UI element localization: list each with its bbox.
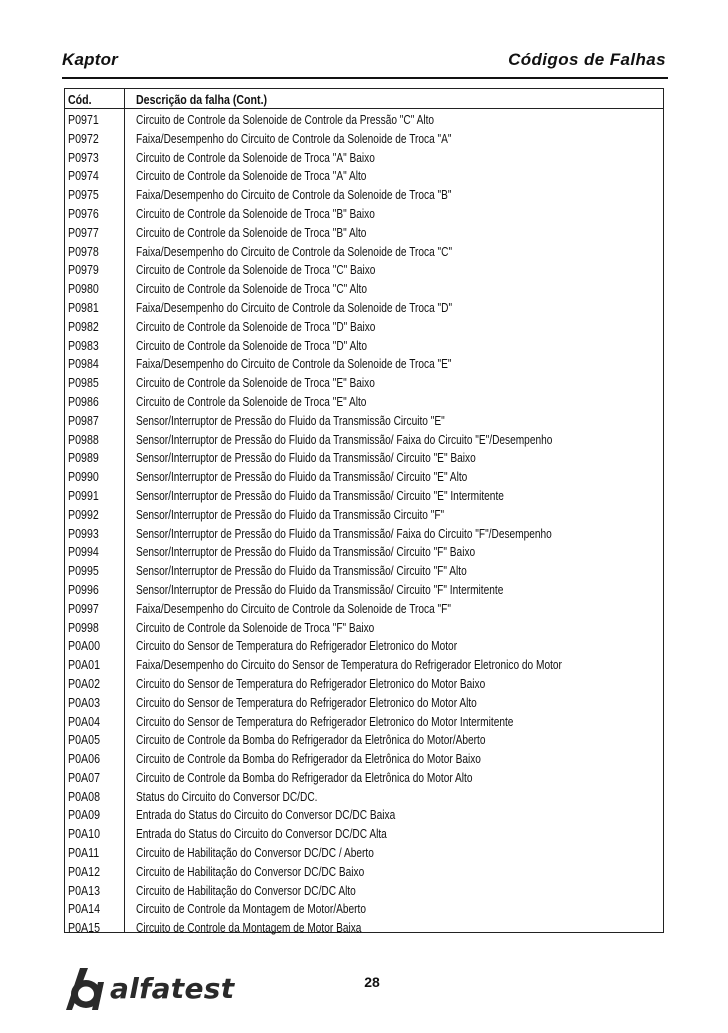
fault-code: P0984 <box>68 356 99 372</box>
fault-code: P0A08 <box>68 788 101 804</box>
table-row <box>64 787 664 806</box>
fault-description: Circuito de Controle da Solenoide de Troca "B" Baixo <box>136 205 375 221</box>
page-number: 28 <box>364 974 380 990</box>
fault-description: Circuito de Controle da Solenoide de Troca "B" Alto <box>136 224 367 240</box>
alfatest-a-logo-icon <box>62 964 106 1012</box>
fault-description: Circuito do Sensor de Temperatura do Refrigerador Eletronico do Motor Alto <box>136 694 477 710</box>
table-row <box>64 430 664 449</box>
fault-code: P0972 <box>68 130 99 146</box>
table-row <box>64 918 664 937</box>
table-row <box>64 204 664 223</box>
fault-description: Status do Circuito do Conversor DC/DC. <box>136 788 318 804</box>
table-row <box>64 730 664 749</box>
table-row <box>64 843 664 862</box>
fault-description: Circuito de Controle da Solenoide de Troca "C" Baixo <box>136 262 376 278</box>
fault-code: P0988 <box>68 431 99 447</box>
table-row <box>64 542 664 561</box>
fault-description: Faixa/Desempenho do Circuito do Sensor de Temperatura do Refrigerador Eletronico do Motor <box>136 657 562 673</box>
table-row <box>64 712 664 731</box>
fault-code: P0A12 <box>68 863 101 879</box>
column-header-description: Descrição da falha (Cont.) <box>136 93 268 107</box>
fault-description: Circuito de Controle da Solenoide de Troca "A" Alto <box>136 168 367 184</box>
fault-description: Entrada do Status do Circuito do Conversor DC/DC Alta <box>136 826 387 842</box>
fault-code: P0A02 <box>68 675 101 691</box>
fault-code: P0992 <box>68 506 99 522</box>
fault-description: Entrada do Status do Circuito do Conversor DC/DC Baixa <box>136 807 396 823</box>
fault-description: Circuito de Controle da Solenoide de Troca "D" Baixo <box>136 318 376 334</box>
table-row <box>64 373 664 392</box>
table-row <box>64 524 664 543</box>
fault-description: Circuito de Controle da Solenoide de Controle da Pressão "C" Alto <box>136 112 435 127</box>
fault-code: P0986 <box>68 393 99 409</box>
table-row <box>64 599 664 618</box>
fault-description: Faixa/Desempenho do Circuito de Controle da Solenoide de Troca "D" <box>136 299 453 315</box>
fault-code: P0978 <box>68 243 99 259</box>
fault-description: Faixa/Desempenho do Circuito de Controle da Solenoide de Troca "A" <box>136 130 452 146</box>
fault-code: P0A11 <box>68 845 100 861</box>
table-row <box>64 148 664 167</box>
fault-code: P0A04 <box>68 713 101 729</box>
fault-description: Circuito de Controle da Solenoide de Troca "F" Baixo <box>136 619 375 635</box>
table-row <box>64 824 664 843</box>
table-row <box>64 505 664 524</box>
fault-code: P0977 <box>68 224 99 240</box>
fault-description: Sensor/Interruptor de Pressão do Fluido da Transmissão/ Faixa do Circuito "F"/Desempenho <box>136 525 552 541</box>
table-row <box>64 354 664 373</box>
table-row <box>64 242 664 261</box>
fault-description: Circuito de Controle da Solenoide de Troca "D" Alto <box>136 337 367 353</box>
fault-code: P0971 <box>68 112 99 127</box>
fault-description: Circuito de Controle da Bomba do Refrigerador da Eletrônica do Motor Alto <box>136 769 473 785</box>
table-body <box>64 110 664 937</box>
fault-description: Faixa/Desempenho do Circuito de Controle da Solenoide de Troca "F" <box>136 600 451 616</box>
fault-code: P0980 <box>68 281 99 297</box>
fault-description: Sensor/Interruptor de Pressão do Fluido da Transmissão Circuito "E" <box>136 412 445 428</box>
fault-description: Circuito de Controle da Montagem de Motor Baixa <box>136 920 362 936</box>
table-row <box>64 448 664 467</box>
table-row <box>64 881 664 900</box>
fault-description: Circuito de Controle da Bomba do Refrigerador da Eletrônica do Motor Baixo <box>136 751 481 767</box>
fault-description: Sensor/Interruptor de Pressão do Fluido da Transmissão Circuito "F" <box>136 506 445 522</box>
fault-description: Circuito de Controle da Solenoide de Troca "C" Alto <box>136 281 367 297</box>
fault-code: P0993 <box>68 525 99 541</box>
table-row <box>64 467 664 486</box>
table-row <box>64 279 664 298</box>
fault-code: P0996 <box>68 581 99 597</box>
table-row <box>64 636 664 655</box>
fault-description: Circuito de Controle da Bomba do Refrigerador da Eletrônica do Motor/Aberto <box>136 732 486 748</box>
table-row <box>64 561 664 580</box>
fault-description: Faixa/Desempenho do Circuito de Controle da Solenoide de Troca "E" <box>136 356 452 372</box>
fault-code: P0A06 <box>68 751 101 767</box>
fault-description: Sensor/Interruptor de Pressão do Fluido da Transmissão/ Circuito "F" Intermitente <box>136 581 504 597</box>
fault-description: Circuito do Sensor de Temperatura do Refrigerador Eletronico do Motor Baixo <box>136 675 486 691</box>
table-row <box>64 693 664 712</box>
table-row <box>64 317 664 336</box>
fault-code: P0A14 <box>68 901 101 917</box>
fault-description: Sensor/Interruptor de Pressão do Fluido da Transmissão/ Circuito "F" Alto <box>136 563 467 579</box>
fault-code: P0976 <box>68 205 99 221</box>
page-header <box>62 50 668 80</box>
fault-code: P0A03 <box>68 694 101 710</box>
fault-code: P0A07 <box>68 769 101 785</box>
table-row <box>64 129 664 148</box>
table-row <box>64 392 664 411</box>
fault-code: P0A15 <box>68 920 101 936</box>
fault-description: Sensor/Interruptor de Pressão do Fluido da Transmissão/ Circuito "E" Alto <box>136 469 468 485</box>
fault-description: Sensor/Interruptor de Pressão do Fluido da Transmissão/ Circuito "E" Intermitente <box>136 487 504 503</box>
fault-code: P0997 <box>68 600 99 616</box>
fault-description: Sensor/Interruptor de Pressão do Fluido da Transmissão/ Circuito "E" Baixo <box>136 450 476 466</box>
table-row <box>64 110 664 129</box>
table-row <box>64 223 664 242</box>
fault-code: P0989 <box>68 450 99 466</box>
table-row <box>64 862 664 881</box>
fault-code: P0987 <box>68 412 99 428</box>
fault-code: P0991 <box>68 487 99 503</box>
table-row <box>64 336 664 355</box>
fault-code: P0974 <box>68 168 99 184</box>
fault-description: Circuito de Controle da Solenoide de Troca "E" Alto <box>136 393 367 409</box>
fault-code: P0990 <box>68 469 99 485</box>
fault-description: Circuito de Habilitação do Conversor DC/DC / Aberto <box>136 845 374 861</box>
fault-description: Circuito de Controle da Solenoide de Troca "A" Baixo <box>136 149 375 165</box>
fault-description: Sensor/Interruptor de Pressão do Fluido da Transmissão/ Faixa do Circuito "E"/Desempenho <box>136 431 553 447</box>
fault-code: P0982 <box>68 318 99 334</box>
table-row <box>64 166 664 185</box>
fault-code: P0A09 <box>68 807 101 823</box>
table-row <box>64 298 664 317</box>
table-row <box>64 655 664 674</box>
table-header <box>64 90 664 109</box>
fault-code: P0A05 <box>68 732 101 748</box>
table-row <box>64 805 664 824</box>
fault-code: P0995 <box>68 563 99 579</box>
table-row <box>64 580 664 599</box>
fault-code: P0A10 <box>68 826 101 842</box>
fault-code: P0994 <box>68 544 99 560</box>
table-row <box>64 768 664 787</box>
fault-code: P0979 <box>68 262 99 278</box>
table-row <box>64 749 664 768</box>
fault-description: Circuito do Sensor de Temperatura do Refrigerador Eletronico do Motor <box>136 638 458 654</box>
table-row <box>64 411 664 430</box>
fault-code: P0A13 <box>68 882 101 898</box>
fault-description: Circuito de Habilitação do Conversor DC/DC Alto <box>136 882 356 898</box>
logo-wordmark: alfatest <box>110 972 235 1005</box>
fault-code: P0A01 <box>68 657 101 673</box>
fault-code: P0985 <box>68 375 99 391</box>
footer-logo <box>62 964 242 1014</box>
table-row <box>64 486 664 505</box>
fault-code: P0A00 <box>68 638 101 654</box>
header-divider <box>62 77 668 79</box>
table-row <box>64 618 664 637</box>
fault-code: P0981 <box>68 299 99 315</box>
table-row <box>64 674 664 693</box>
fault-code: P0983 <box>68 337 99 353</box>
section-title: Códigos de Falhas <box>508 50 666 69</box>
fault-description: Circuito do Sensor de Temperatura do Refrigerador Eletronico do Motor Intermitente <box>136 713 514 729</box>
fault-description: Sensor/Interruptor de Pressão do Fluido da Transmissão/ Circuito "F" Baixo <box>136 544 476 560</box>
fault-code: P0998 <box>68 619 99 635</box>
fault-description: Faixa/Desempenho do Circuito de Controle da Solenoide de Troca "C" <box>136 243 453 259</box>
fault-code: P0975 <box>68 187 99 203</box>
fault-description: Circuito de Controle da Montagem de Motor/Aberto <box>136 901 366 917</box>
table-row <box>64 899 664 918</box>
table-row <box>64 185 664 204</box>
brand-title: Kaptor <box>62 50 118 69</box>
table-row <box>64 260 664 279</box>
fault-code: P0973 <box>68 149 99 165</box>
fault-description: Circuito de Habilitação do Conversor DC/DC Baixo <box>136 863 365 879</box>
column-header-code: Cód. <box>68 93 92 107</box>
fault-description: Faixa/Desempenho do Circuito de Controle da Solenoide de Troca "B" <box>136 187 452 203</box>
fault-description: Circuito de Controle da Solenoide de Troca "E" Baixo <box>136 375 375 391</box>
